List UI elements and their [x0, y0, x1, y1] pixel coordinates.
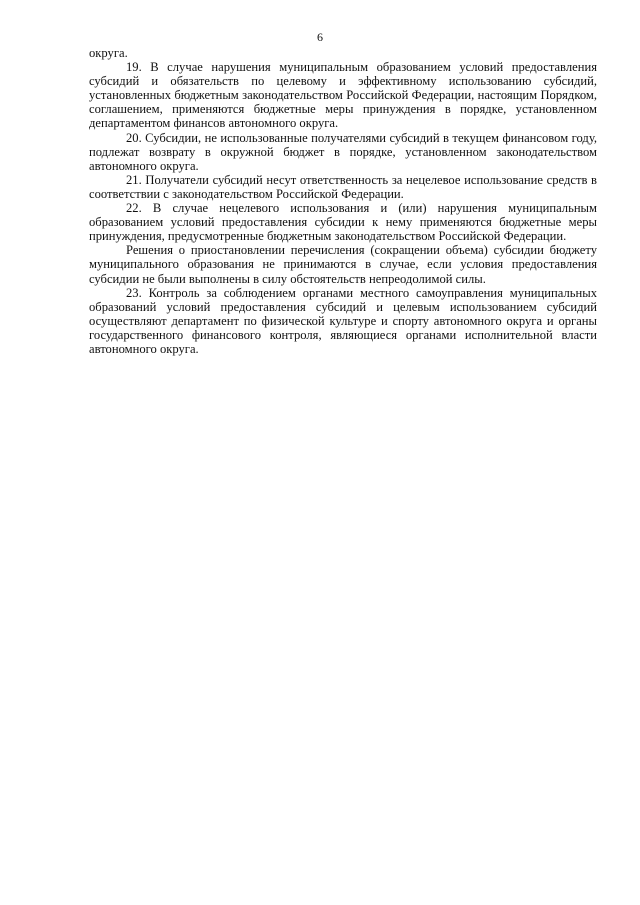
paragraph-continuation: округа.: [89, 46, 128, 60]
paragraph-item-19: 19. В случае нарушения муниципальным образованием условий предоставления субсидий и обязательств по целевому и эффективному использованию субсидий, установленных бюджетным законодательством Российской Федерации, настоящим Порядком, соглашением, применяются бюджетные меры принуждения в порядке, установленном департаментом финансов автономного округа.: [89, 60, 597, 131]
page-number: 6: [317, 30, 323, 44]
paragraph-item-23: 23. Контроль за соблюдением органами местного самоуправления муниципальных образований условий предоставления субсидий и целевым использованием субсидий осуществляют департамент по физической культуре и спорту автономного округа и органы государственного финансового контроля, являющиеся органами исполнительной власти автономного округа.: [89, 285, 597, 356]
paragraph-item-22: 22. В случае нецелевого использования и (или) нарушения муниципальным образованием условий предоставления субсидии к нему применяются бюджетные меры принуждения, предусмотренные бюджетным законодательством Российской Федерации.: [89, 201, 597, 244]
paragraph-item-20: 20. Субсидии, не использованные получателями субсидий в текущем финансовом году, подлежат возврату в окружной бюджет в порядке, установленном законодательством автономного округа.: [89, 130, 597, 173]
document-body: [89, 46, 597, 356]
paragraph-decisions: Решения о приостановлении перечисления (сокращении объема) субсидии бюджету муниципального образования не принимаются в случае, если условия предоставления субсидии не были выполнены в силу обстоятельств непреодолимой силы.: [89, 243, 597, 286]
paragraph-item-21: 21. Получатели субсидий несут ответственность за нецелевое использование средств в соответствии с законодательством Российской Федерации.: [89, 172, 597, 201]
